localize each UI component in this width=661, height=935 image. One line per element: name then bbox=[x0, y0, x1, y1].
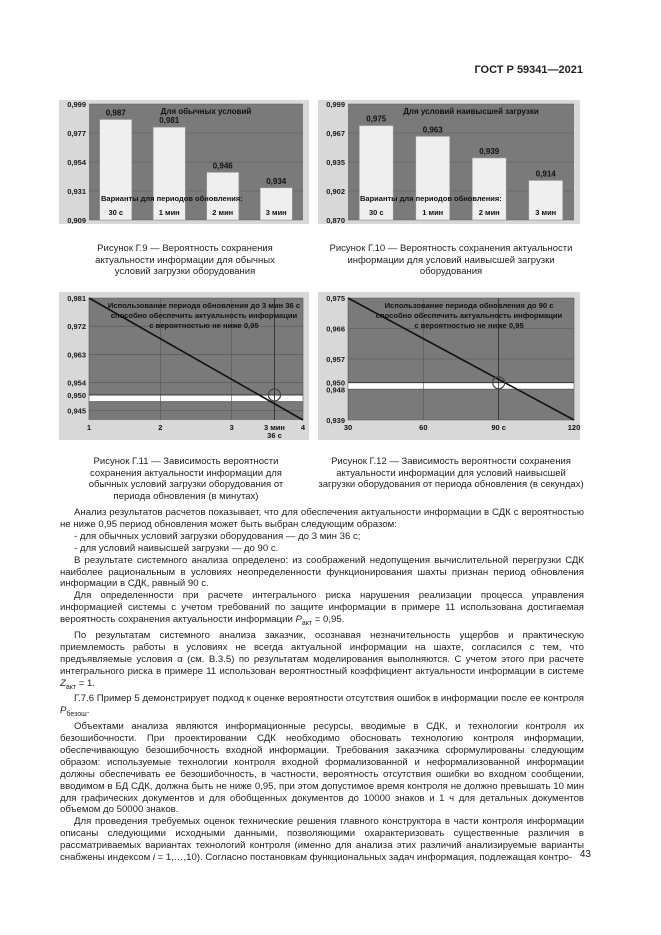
bar-chart-normal-load bbox=[59, 100, 309, 224]
category-label: 30 с bbox=[368, 208, 384, 217]
y-tick-label: 0,935 bbox=[326, 158, 345, 167]
bar-value-label: 0,939 bbox=[479, 146, 500, 156]
annotation-text: способно обеспечить актуальность информации bbox=[110, 311, 298, 320]
y-tick-label: 0,950 bbox=[67, 390, 86, 400]
paragraph-system-analysis: В результате системного анализа определено: из соображений недопущения вычислительной перегрузки СДК наиболее рациональным в условиях неопределенности функционирования шахты признан период обновления информации в СДК, равный 90 с. bbox=[60, 554, 584, 590]
bar-value-label: 0,981 bbox=[159, 116, 180, 126]
bar-value-label: 0,934 bbox=[266, 176, 287, 186]
math-symbol: Z bbox=[60, 677, 66, 689]
bar-value-label: 0,946 bbox=[212, 161, 233, 171]
paragraph-estimates bbox=[60, 816, 584, 864]
x-tick-label: 120 bbox=[567, 423, 580, 432]
math-subscript: акт bbox=[301, 620, 313, 628]
bar-value-label: 0,914 bbox=[535, 169, 556, 179]
x-tick-label: 4 bbox=[300, 423, 306, 432]
text-fragment: Для определенности при расчете интегрального риска нарушения реализации процесса управления информацией системы с учетом требований по защите информации в примере 11 использована достигаемая вероятность сохранения актуальности информации bbox=[60, 590, 584, 626]
category-label: 2 мин bbox=[478, 208, 500, 217]
y-tick-label: 0,948 bbox=[326, 385, 345, 395]
legend-label: Варианты для периодов обновления: bbox=[101, 194, 243, 203]
y-tick-label: 0,999 bbox=[326, 100, 345, 109]
text-fragment: = 1. bbox=[76, 677, 96, 689]
paragraph-analysis: Анализ результатов расчетов показывает, что для обеспечения актуальности информации в СДК с вероятностью не ниже 0,95 период обновления может быть выбран следующим образом: bbox=[60, 507, 584, 530]
text-fragment: = 1,…,10). Согласно постановкам функциональных задач информация, подлежащая контро- bbox=[154, 852, 573, 864]
caption-g9: Рисунок Г.9 — Вероятность сохранения актуальности информации для обычных условий загрузки оборудования bbox=[95, 243, 275, 277]
body-text bbox=[60, 507, 584, 864]
x-tick-label: 2 bbox=[158, 423, 163, 432]
y-tick-label: 0,981 bbox=[67, 294, 86, 303]
y-tick-label: 0,999 bbox=[67, 100, 86, 109]
text-fragment: . bbox=[86, 705, 90, 717]
legend-label: Варианты для периодов обновления: bbox=[360, 194, 502, 203]
y-tick-label: 0,967 bbox=[326, 129, 345, 138]
x-tick-label: 3 мин bbox=[263, 423, 285, 432]
annotation-text: с вероятностью не ниже 0,95 bbox=[149, 321, 259, 330]
math-subscript: безош bbox=[66, 711, 87, 719]
bar bbox=[153, 127, 185, 220]
bar-value-label: 0,987 bbox=[105, 108, 126, 118]
y-tick-label: 0,957 bbox=[326, 355, 345, 364]
y-tick-label: 0,975 bbox=[326, 294, 345, 303]
y-tick-label: 0,977 bbox=[67, 129, 86, 138]
bar-chart-peak-load bbox=[318, 100, 580, 224]
threshold-band bbox=[348, 383, 574, 389]
list-item-peak: - для условий наивысшей загрузки — до 90 с. bbox=[74, 542, 279, 554]
annotation-text: Использование периода обновления до 3 мин 36 с bbox=[107, 301, 301, 310]
bar-value-label: 0,975 bbox=[366, 114, 387, 124]
paragraph-customer bbox=[60, 630, 584, 693]
annotation-text: способно обеспечить актуальность информации bbox=[375, 311, 563, 320]
y-tick-label: 0,939 bbox=[326, 416, 345, 425]
y-tick-label: 0,870 bbox=[326, 216, 345, 224]
category-label: 3 мин bbox=[265, 208, 287, 217]
y-tick-label: 0,954 bbox=[67, 378, 86, 388]
caption-g11: Рисунок Г.11 — Зависимость вероятности сохранения актуальности информации для обычных условий загрузки оборудования от периода обновления (в минутах) bbox=[88, 456, 284, 502]
chart-g9 bbox=[59, 100, 309, 224]
text-fragment: По результатам системного анализа заказчик, осознавая незначительность ущербов и практическую приемлемость работы в условиях не всегда актуальной информации на шахте, согласился с тем, что предъявляемые условия α (см. В.3.5) по результатам моделирования выполняются. С учетом этого при расчете интегрального риска в примере 11 использован вероятностный коэффициент актуальности информации в системе bbox=[60, 629, 584, 677]
paragraph-example-5 bbox=[60, 693, 584, 721]
caption-g10: Рисунок Г.10 — Вероятность сохранения актуальности информации для условий наивысшей загрузки оборудования bbox=[329, 243, 573, 277]
chart-title: Для обычных условий bbox=[160, 107, 252, 116]
math-symbol: P bbox=[295, 614, 302, 626]
y-tick-label: 0,945 bbox=[67, 406, 86, 416]
list-item-normal: - для обычных условий загрузки оборудования — до 3 мин 36 с; bbox=[74, 530, 361, 542]
category-label: 3 мин bbox=[535, 208, 557, 217]
category-label: 1 мин bbox=[158, 208, 180, 217]
chart-g11 bbox=[59, 292, 309, 440]
text-fragment: Для проведения требуемых оценок технические решения главного конструктора в части контроля информации описаны следующими исходными данными, позволяющими охарактеризовать существенные различия в рассматриваемых вариантах технологий контроля (именно для анализа этих различий анализируемые варианты снабжены индексом bbox=[60, 816, 584, 864]
line-chart-peak-load bbox=[318, 292, 580, 440]
category-label: 30 с bbox=[108, 208, 124, 217]
math-symbol: i bbox=[152, 852, 155, 864]
page-number: 43 bbox=[579, 849, 591, 860]
annotation-text: Использование периода обновления до 90 с bbox=[384, 301, 554, 310]
y-tick-label: 0,972 bbox=[67, 322, 86, 332]
y-tick-label: 0,931 bbox=[67, 187, 86, 196]
text-fragment: Г.7.6 Пример 5 демонстрирует подход к оценке вероятности отсутствия ошибок в информации после ее контроля bbox=[74, 693, 584, 705]
annotation-text: с вероятностью не ниже 0,95 bbox=[414, 321, 524, 330]
y-tick-label: 0,909 bbox=[67, 216, 86, 224]
chart-g10 bbox=[318, 100, 580, 224]
x-tick-label: 60 bbox=[419, 423, 428, 432]
y-tick-label: 0,902 bbox=[326, 187, 345, 196]
x-tick-label: 30 bbox=[343, 423, 353, 432]
y-tick-label: 0,966 bbox=[326, 324, 345, 334]
bar bbox=[359, 126, 393, 220]
bar bbox=[100, 119, 132, 220]
document-header: ГОСТ Р 59341—2021 bbox=[474, 64, 583, 76]
category-label: 2 мин bbox=[212, 208, 234, 217]
math-subscript: акт bbox=[65, 683, 77, 691]
x-tick-label-extra: 36 с bbox=[267, 431, 282, 440]
bar-value-label: 0,963 bbox=[422, 125, 443, 135]
paragraph-objects: Объектами анализа являются информационные ресурсы, вводимые в СДК, и технологии контроля их безошибочности. При проектировании СДК необходимо обосновать технологию контроля информации, обеспечивающую безошибочность входной информации. Требования заказчика сформулированы следующим образом: используемые технологии контроля входной формализованной и неформализованной информации должны обеспечивать ее безошибочность, в частности, вероятность отсутствия ошибки во входном сообщении, вводимом в БД СДК, должна быть не ниже 0,95, при этом допустимое время контроля не должно превышать 10 мин для графических документов и для обобщенных документов до 10000 знаков и 1 ч для детальных документов объемом до 50000 знаков. bbox=[60, 721, 584, 816]
y-tick-label: 0,954 bbox=[67, 158, 86, 167]
caption-g12: Рисунок Г.12 — Зависимость вероятности сохранения актуальности информации для условий наивысшей загрузки оборудования от периода обновления (в секундах) bbox=[318, 456, 584, 490]
x-tick-label: 1 bbox=[86, 423, 92, 432]
paragraph-integral-risk bbox=[60, 590, 584, 630]
y-tick-label: 0,963 bbox=[67, 350, 86, 360]
x-tick-label: 90 с bbox=[491, 423, 506, 432]
math-symbol: P bbox=[60, 705, 67, 717]
chart-title: Для условий наивысшей загрузки bbox=[403, 107, 539, 116]
y-tick-label: 0,950 bbox=[326, 378, 345, 388]
text-fragment: = 0,95. bbox=[312, 614, 345, 626]
chart-g12 bbox=[318, 292, 580, 440]
x-tick-label: 3 bbox=[229, 423, 234, 432]
line-chart-normal-load bbox=[59, 292, 309, 440]
category-label: 1 мин bbox=[422, 208, 444, 217]
